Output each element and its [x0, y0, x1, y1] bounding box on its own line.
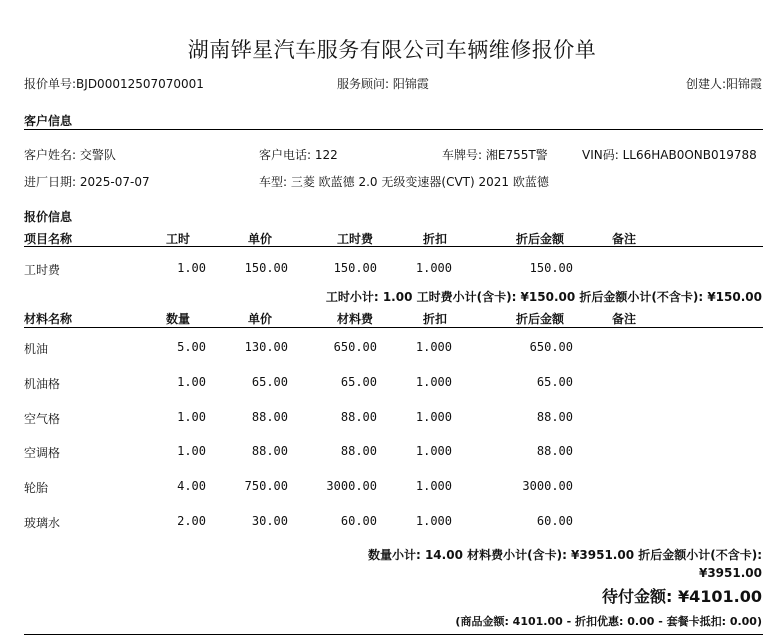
materials-header-cell: 数量	[165, 312, 190, 326]
labor-header-cell: 项目名称	[24, 232, 73, 246]
labor-row-cell: 150.00	[529, 261, 573, 275]
materials-row-cell: 5.00	[177, 340, 206, 354]
customer-name: 客户姓名: 交警队	[24, 148, 116, 162]
materials-row-cell: 4.00	[177, 479, 206, 494]
materials-header-divider	[24, 327, 763, 328]
materials-row-cell: 1.00	[177, 444, 206, 459]
labor-header-cell: 工时费	[336, 232, 373, 246]
labor-header-cell: 工时	[165, 232, 190, 246]
license-plate: 车牌号: 湘E755T警	[442, 148, 548, 162]
materials-row-cell: 65.00	[536, 374, 573, 389]
materials-row-cell: 130.00	[244, 340, 288, 354]
labor-header-cell: 折扣	[422, 232, 447, 246]
materials-row-cell: 3000.00	[326, 479, 377, 494]
materials-row-cell: 65.00	[251, 374, 288, 389]
creator: 创建人:阳锦霞	[685, 77, 762, 91]
materials-row-cell: 650.00	[333, 340, 377, 354]
materials-row-cell: 88.00	[251, 444, 288, 459]
materials-row-cell: 1.000	[415, 340, 452, 354]
materials-row-cell: 88.00	[340, 444, 377, 459]
service-advisor: 服务顾问: 阳锦霞	[337, 77, 429, 91]
quote-number: 报价单号:BJD00012507070001	[24, 77, 204, 91]
materials-row-cell: 60.00	[340, 514, 377, 528]
materials-row-cell: 1.00	[177, 374, 206, 389]
labor-header-cell: 单价	[247, 232, 272, 246]
materials-row-cell: 1.00	[177, 409, 206, 424]
materials-row-cell: 88.00	[251, 409, 288, 424]
materials-header-cell: 备注	[612, 312, 637, 326]
materials-row-cell: 1.000	[415, 374, 452, 389]
materials-row-cell: 机油	[24, 342, 49, 356]
labor-header-divider	[24, 246, 763, 247]
quote-section-title: 报价信息	[24, 210, 73, 224]
customer-phone: 客户电话: 122	[259, 148, 338, 162]
materials-row-cell: 88.00	[536, 409, 573, 424]
materials-row-cell: 650.00	[529, 340, 573, 354]
customer-section-title: 客户信息	[24, 114, 73, 128]
bottom-divider	[24, 634, 763, 635]
materials-header-cell: 材料名称	[24, 312, 73, 326]
materials-header-cell: 材料费	[336, 312, 373, 326]
materials-row-cell: 空调格	[24, 446, 61, 461]
materials-row-cell: 60.00	[536, 514, 573, 528]
materials-row-cell: 65.00	[340, 374, 377, 389]
materials-row-cell: 1.000	[415, 409, 452, 424]
vin-code: VIN码: LL66HAB0ONB019788	[582, 148, 757, 162]
materials-row-cell: 2.00	[177, 514, 206, 528]
materials-row-cell: 88.00	[340, 409, 377, 424]
materials-row-cell: 轮胎	[24, 481, 49, 496]
materials-row-cell: 3000.00	[522, 479, 573, 494]
materials-summary-line1: 数量小计: 14.00 材料费小计(含卡): ¥3951.00 折后金额小计(不含卡):	[367, 548, 762, 562]
document-title: 湖南铧星汽车服务有限公司车辆维修报价单	[187, 38, 597, 62]
materials-row-cell: 玻璃水	[24, 516, 61, 530]
materials-header-cell: 单价	[247, 312, 272, 326]
amount-breakdown: (商品金额: 4101.00 - 折扣优惠: 0.00 - 套餐卡抵扣: 0.00)	[455, 615, 762, 628]
labor-row-cell: 1.00	[177, 261, 206, 275]
labor-row-cell: 150.00	[333, 261, 377, 275]
materials-summary-line2: ¥3951.00	[698, 566, 762, 580]
materials-row-cell: 空气格	[24, 411, 61, 426]
materials-header-cell: 折扣	[422, 312, 447, 326]
entry-date: 进厂日期: 2025-07-07	[24, 175, 150, 189]
labor-row-cell: 150.00	[244, 261, 288, 275]
materials-row-cell: 30.00	[251, 514, 288, 528]
materials-header-cell: 折后金额	[515, 312, 564, 326]
materials-row-cell: 750.00	[244, 479, 288, 494]
customer-divider	[24, 129, 763, 130]
payable-amount: 待付金额: ¥4101.00	[602, 587, 762, 606]
materials-row-cell: 88.00	[536, 444, 573, 459]
materials-row-cell: 1.000	[415, 479, 452, 494]
labor-summary: 工时小计: 1.00 工时费小计(含卡): ¥150.00 折后金额小计(不含卡): ¥150.00	[325, 290, 762, 304]
vehicle-model: 车型: 三菱 欧蓝德 2.0 无级变速器(CVT) 2021 欧蓝德	[259, 175, 549, 189]
labor-row-cell: 1.000	[415, 261, 452, 275]
materials-row-cell: 机油格	[24, 376, 61, 391]
labor-header-cell: 备注	[612, 232, 637, 246]
materials-row-cell: 1.000	[415, 514, 452, 528]
labor-header-cell: 折后金额	[515, 232, 564, 246]
materials-row-cell: 1.000	[415, 444, 452, 459]
labor-row-cell: 工时费	[24, 263, 61, 277]
